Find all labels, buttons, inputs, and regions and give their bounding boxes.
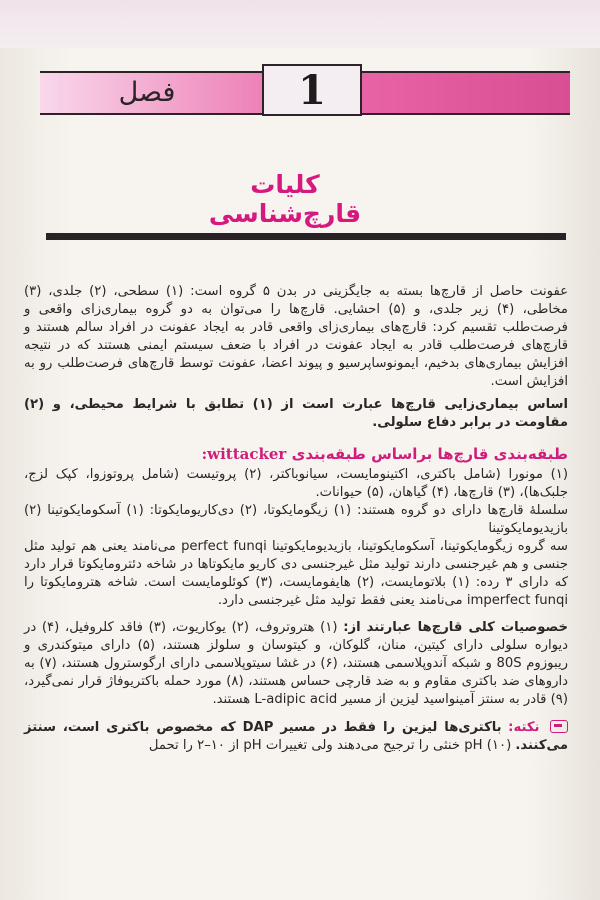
features-text: (۱) هتروتروف، (۲) یوکاریوت، (۳) فاقد کلروفیل، (۴) در دیواره سلولی دارای کیتین، منان، گلوکان، و کیتوسان و سلولز هستند، (۵) دارای میتوکندری و ریبوزوم 80S و شبکه آندوپلاسمی هستند، (۶) در غشا سیتوپلاسمی دارای ارگوسترول هستند، (۷) به داروهای ضد باکتری مقاوم و به ضد قارچی حساس هستند، (۸) مورد حمله باکتریوفاژ قرار نمی‌گیرد، (۹) قادر به سنتز آمینواسید لیزین از مسیر L-adipic acid هستند. [24, 620, 569, 708]
body-text [24, 283, 568, 755]
page-title: کلیات قارچ‌شناسی [208, 170, 362, 228]
note-paragraph [24, 719, 568, 755]
note-bold-text: باکتری‌ها لیزین را فقط در مسیر DAP که مخصوص باکتری است، سنتز می‌کنند. [24, 719, 568, 753]
classification-heading-fa: طبقه‌بندی قارچ‌ها براساس طبقه‌بندی [291, 445, 568, 464]
classification-paragraph-2: سلسلهٔ قارچ‌ها دارای دو گروه هستند: (۱) زیگومایکوتا، (۲) دی‌کاریومایکوتا: (۱) آسکومایکوتینا (۲) بازیدیومایکوتینا [24, 502, 568, 536]
chapter-label: فصل [118, 76, 176, 108]
classification-paragraph-3: سه گروه زیگومایکوتینا، آسکومایکوتینا، بازیدیومایکوتینا perfect funqi می‌نامند یعنی هم تولید مثل جنسی و هم غیرجنسی دارند تولید مثل غیرجنسی دی کاریو مایکوتاها در شاخه دئترومایکوتا قرار دارد که دارای ۳ رده: (۱) بلاتومایست، (۲) هایفومایست، (۳) کوئلومایست است. شاخه هترومایکوتا را imperfect funqi می‌نامند یعنی فقط تولید مثل غیرجنسی دارد. [24, 538, 569, 608]
pathogenicity-basis: اساس بیماری‌زایی قارچ‌ها عبارت است از (۱) تطابق با شرایط محیطی، و (۲) مقاومت در برابر دفاع سلولی. [24, 397, 569, 431]
classification-heading-en: wittacker: [201, 445, 287, 464]
note-icon [550, 720, 568, 733]
note-label: نکته: [508, 719, 540, 735]
features-label: خصوصیات کلی قارچ‌ها عبارتند از: [343, 620, 568, 636]
intro-paragraph: عفونت حاصل از قارچ‌ها بسته به جایگزینی در بدن ۵ گروه است: (۱) سطحی، (۲) جلدی، (۳) مخاطی، (۴) زیر جلدی، و (۵) احشایی. قارچ‌ها را می‌توان به دو گروه بیماری‌زای واقعی و فرصت‌طلب تقسیم کرد: قارچ‌های بیماری‌زای واقعی قادر به ایجاد عفونت در افراد سالم هستند و قارچ‌های فرصت‌طلب قادر به ایجاد عفونت در افراد با ضعف سیستم ایمنی هستند که در نتیجه افزایش بیماری‌های بدخیم، ایمونوساپرسیو و پیوند اعضا، عفونت توسط قارچ‌های فرصت‌طلب رو به افزایش است. [24, 284, 568, 389]
classification-paragraph-1: (۱) مونورا (شامل باکتری، اکتینومایست، سیانوباکتر، (۲) پروتیست (شامل پروتوزوا، کپک لزج، جلبک‌ها)، (۳) قارچ‌ها، (۴) گیاهان، (۵) حیوانات. [24, 467, 568, 501]
title-divider [46, 233, 566, 240]
classification-heading [24, 446, 568, 464]
chapter-number: 1 [262, 64, 362, 116]
note-text: (۱۰) pH خنثی را ترجیح می‌دهند ولی تغییرات pH از ۱۰–۲ را تحمل [148, 737, 512, 753]
features-paragraph [24, 619, 568, 709]
top-shade [0, 0, 600, 48]
